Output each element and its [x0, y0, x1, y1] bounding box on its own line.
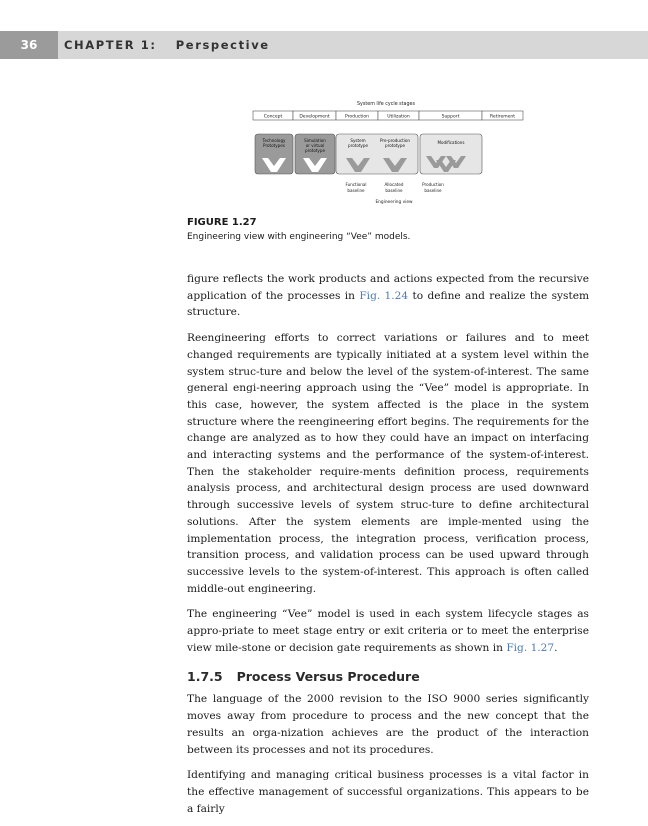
paragraph: The language of the 2000 revision to the ISO 9000 series significantly moves away from procedure to process and the new concept that the results an orga-nization achieves are the product of the interaction between its processes and not its procedures. — [187, 693, 589, 756]
figure-title: System life cycle stages — [357, 102, 415, 107]
stage-production: Production — [345, 114, 369, 120]
stage-support: Support — [441, 114, 460, 120]
baseline-label: baseline — [347, 188, 365, 193]
stage-retirement: Retirement — [490, 114, 515, 120]
box-label: prototype — [385, 143, 405, 148]
figure-engineering-view — [250, 96, 526, 216]
paragraph-text: to define and realize the system structure. — [187, 289, 590, 319]
box-label: Prototypes — [263, 143, 285, 148]
figure-reference-link[interactable]: Fig. 1.27 — [506, 641, 555, 654]
stage-utilization: Utilization — [387, 114, 410, 120]
baseline-label: baseline — [424, 188, 442, 193]
body-text — [187, 271, 589, 826]
stage-development: Development — [299, 114, 330, 120]
box-label: System — [350, 138, 366, 143]
section-heading — [187, 668, 589, 686]
section-title: Process Versus Procedure — [236, 669, 420, 685]
chapter-label: CHAPTER 1: — [64, 38, 157, 52]
chapter-title: Perspective — [175, 38, 270, 52]
baseline-label: baseline — [385, 188, 403, 193]
paragraph-text: figure reflects the work products and actions expected from the recursive application of the processes in — [187, 273, 589, 302]
paragraph-text: . — [554, 641, 558, 654]
page-number: 36 — [0, 31, 58, 59]
running-head — [64, 31, 270, 59]
paragraph — [187, 271, 589, 321]
baseline-label: Functional — [345, 182, 367, 187]
box-label: Pre-production — [380, 138, 410, 143]
figure-label: FIGURE 1.27 — [187, 217, 257, 228]
box-label: or virtual — [305, 143, 325, 148]
baseline-label: Allocated — [384, 182, 404, 187]
stage-concept: Concept — [263, 114, 283, 120]
box-label: prototype — [348, 143, 368, 148]
figure-reference-link[interactable]: Fig. 1.24 — [359, 289, 409, 302]
box-label: Simulation — [304, 138, 326, 143]
running-header — [0, 31, 648, 59]
box-label: Modifications — [437, 140, 465, 145]
box-label: Technology — [262, 138, 286, 143]
paragraph-text: The engineering “Vee” model is used in each system lifecycle stages as appro-priate to meet stage entry or exit criteria or to meet the enterprise view mile-stone or decision gate requirements as shown in — [187, 608, 589, 654]
figure-caption — [187, 216, 547, 243]
figure-bottom-label: Engineering view — [375, 200, 413, 205]
section-number: 1.7.5 — [187, 669, 223, 685]
box-label: prototype — [305, 148, 325, 153]
paragraph: Identifying and managing critical business processes is a vital factor in the effective management of successful organizations. This appears to be a fairly — [187, 769, 589, 815]
figure-caption-text: Engineering view with engineering “Vee” models. — [187, 232, 411, 242]
baseline-label: Production — [422, 182, 444, 187]
paragraph: Reengineering efforts to correct variations or failures and to meet changed requirements are typically initiated at a system level within the system struc-ture and below the level of the system-of-interest. The same general engi-neering approach using the “Vee” model is appropriate. In this case, however, the system affected is the place in the system structure where the reengineering effort begins. The requirements for the change are analyzed as to how they could have an impact on interfacing and interacting systems and the performance of the system-of-interest. Then the stakeholder require-ments definition process, requirements analysis process, and architectural design process are used downward through successive levels of system struc-ture to define architectural solutions. After the system elements are imple-mented using the implementation process, the integration process, verification process, transition process, and validation process can be used upward through successive levels to the system-of-interest. This approach is often called middle-out engineering. — [187, 332, 589, 595]
paragraph — [187, 606, 589, 656]
